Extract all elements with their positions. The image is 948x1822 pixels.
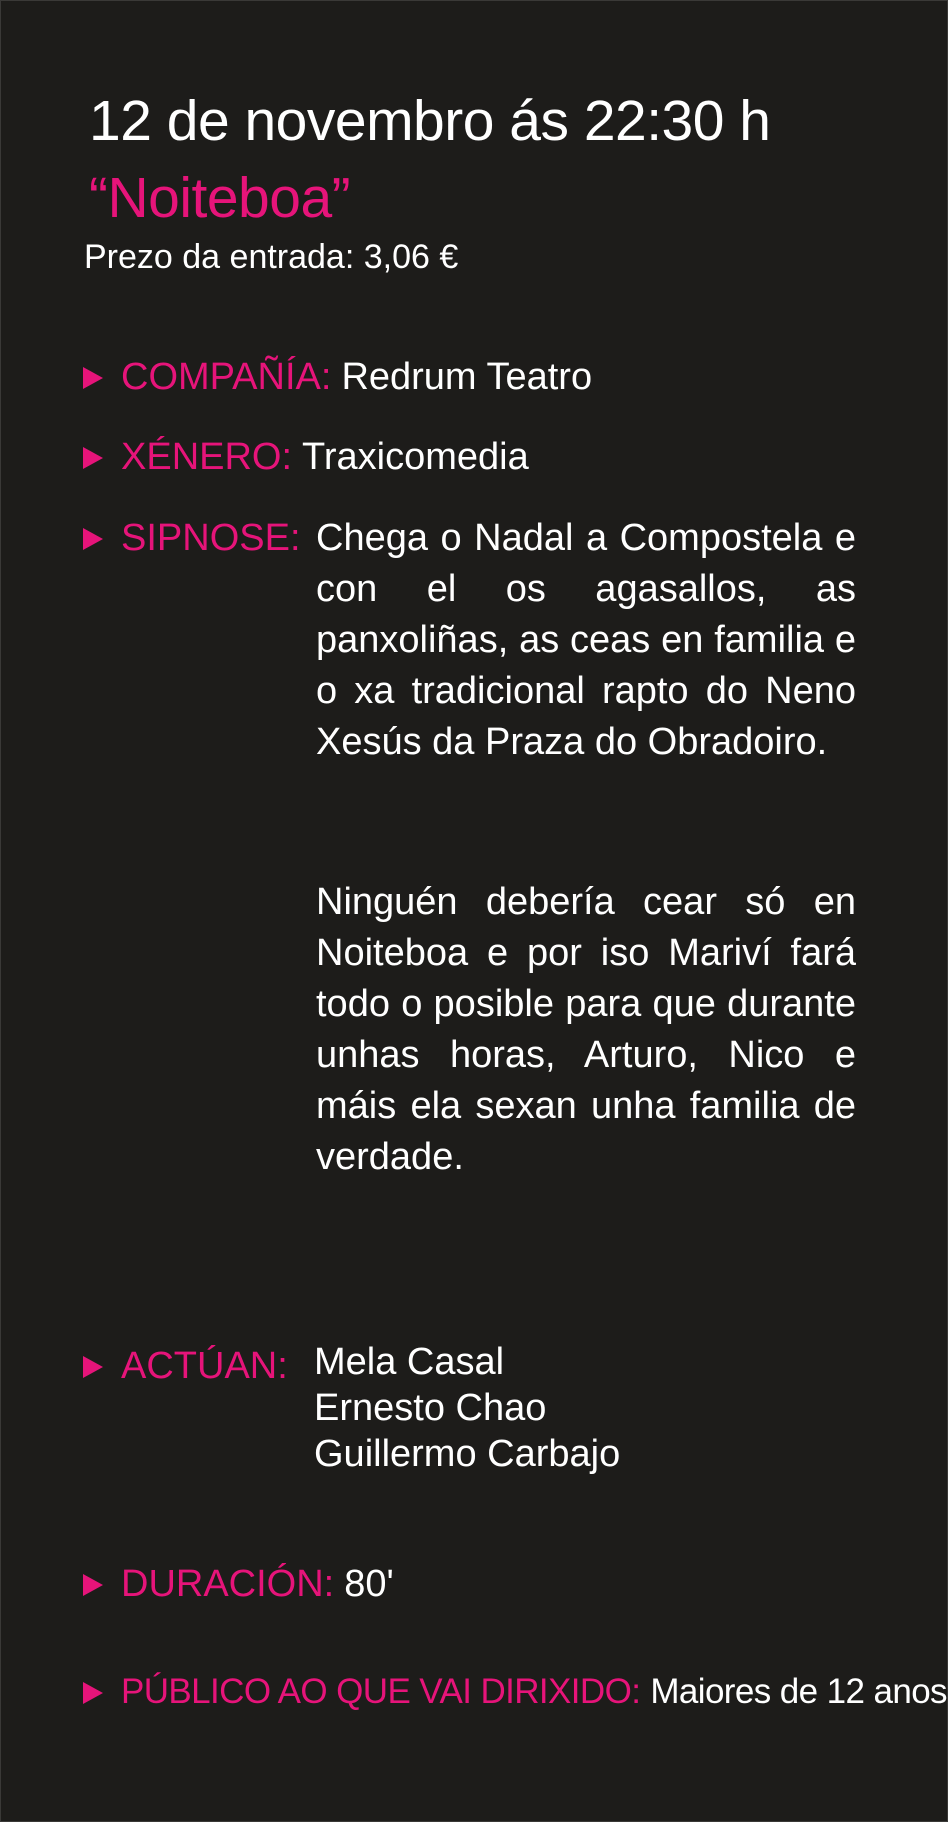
duration-value: 80' xyxy=(344,1563,394,1605)
actor-name: Mela Casal xyxy=(314,1341,505,1383)
duration-label: DURACIÓN: xyxy=(121,1563,335,1605)
event-title: “Noiteboa” xyxy=(89,166,351,230)
synopsis-paragraph-2: Ninguén debería cear só en Noiteboa e por iso Mariví fará todo o posible para que durante unhas horas, Arturo, Nico e máis ela sexan unha familia de verdade. xyxy=(316,881,856,1178)
genre-value: Traxicomedia xyxy=(302,436,529,478)
cast-label: ACTÚAN: xyxy=(121,1345,288,1387)
triangle-right-icon xyxy=(83,447,103,469)
company-value: Redrum Teatro xyxy=(341,356,593,398)
triangle-right-icon xyxy=(83,367,103,389)
actor-name: Ernesto Chao xyxy=(314,1387,547,1429)
synopsis-paragraph-1: Chega o Nadal a Compostela e con el os agasallos, as panxoliñas, as ceas en familia e o xa tradicional rapto do Neno Xesús da Praza do Obradoiro. xyxy=(316,517,856,763)
audience-label: PÚBLICO AO QUE VAI DIRIXIDO: xyxy=(121,1672,641,1711)
duration-row xyxy=(83,1559,394,1609)
synopsis-label: SIPNOSE: xyxy=(121,517,301,559)
triangle-right-icon xyxy=(83,1682,103,1704)
event-date: 12 de novembro ás 22:30 h xyxy=(89,89,771,153)
company-row xyxy=(83,352,592,402)
triangle-right-icon xyxy=(83,1574,103,1596)
cast-list xyxy=(314,1339,620,1477)
triangle-right-icon xyxy=(83,1356,103,1378)
actor-name: Guillermo Carbajo xyxy=(314,1433,621,1475)
genre-label: XÉNERO: xyxy=(121,436,293,478)
audience-value: Maiores de 12 anos xyxy=(650,1672,947,1711)
synopsis-row xyxy=(83,513,301,563)
cast-row xyxy=(83,1341,288,1391)
genre-row xyxy=(83,432,529,482)
triangle-right-icon xyxy=(83,528,103,550)
audience-row xyxy=(83,1667,947,1717)
ticket-price: Prezo da entrada: 3,06 € xyxy=(84,238,459,276)
company-label: COMPAÑÍA: xyxy=(121,356,332,398)
